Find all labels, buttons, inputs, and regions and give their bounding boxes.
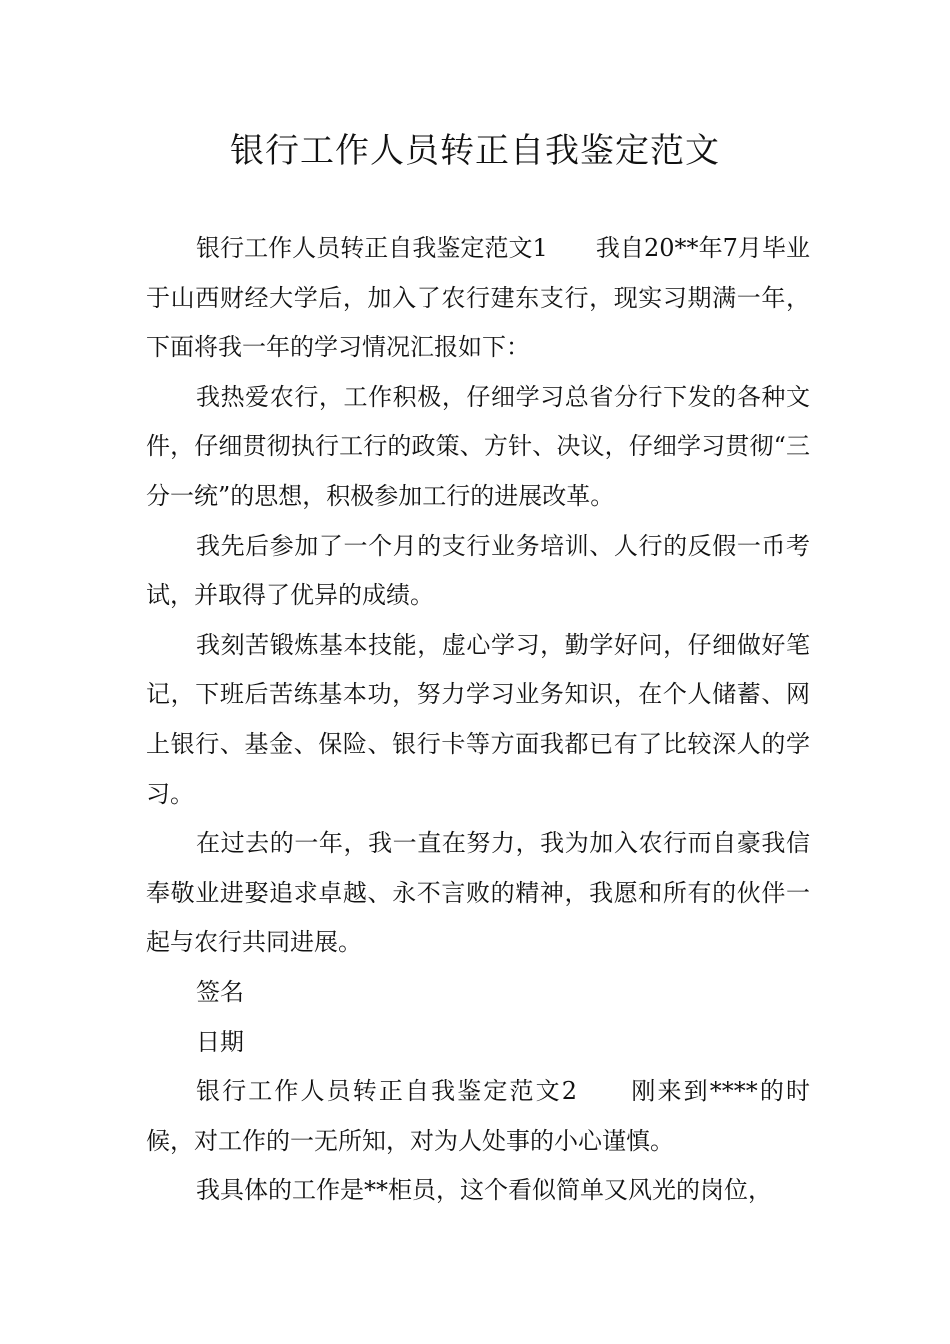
- paragraph-1: 银行工作人员转正自我鉴定范文1 我自20**年7月毕业于山西财经大学后，加入了农行建东支行，现实习期满一年，下面将我一年的学习情况汇报如下：: [146, 234, 810, 362]
- paragraph-7: 我具体的工作是**柜员，这个看似简单又风光的岗位，: [196, 1176, 772, 1205]
- paragraph-5: 在过去的一年，我一直在努力，我为加入农行而自豪我信奉敬业进娶追求卓越、永不言败的精神，我愿和所有的伙伴一起与农行共同进展。: [146, 829, 810, 957]
- document-body: [146, 224, 810, 1216]
- paragraph-3: 我先后参加了一个月的支行业务培训、人行的反假一币考试，并取得了优异的成绩。: [146, 531, 810, 610]
- paragraph-6: 银行工作人员转正自我鉴定范文2 刚来到****的时候，对工作的一无所知，对为人处事的小心谨慎。: [146, 1077, 810, 1155]
- paragraph-4: 我刻苦锻炼基本技能，虚心学习，勤学好问，仔细做好笔记，下班后苦练基本功，努力学习业务知识，在个人储蓄、网上银行、基金、保险、银行卡等方面我都已有了比较深人的学习。: [146, 630, 810, 808]
- paragraph-2: 我热爱农行，工作积极，仔细学习总省分行下发的各种文件，仔细贯彻执行工行的政策、方针、决议，仔细学习贯彻“三分一统”的思想，积极参加工行的进展改革。: [146, 382, 810, 510]
- signature-label: 签名: [196, 977, 244, 1006]
- date-label: 日期: [196, 1027, 244, 1056]
- document-title: 银行工作人员转正自我鉴定范文: [230, 131, 720, 171]
